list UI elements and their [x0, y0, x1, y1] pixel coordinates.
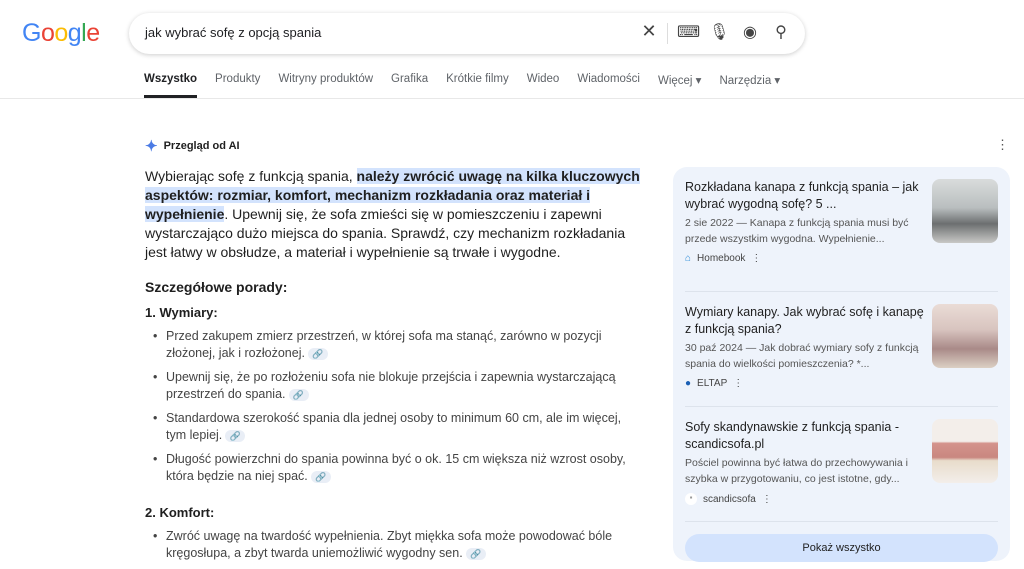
tab-news[interactable]: Wiadomości — [577, 73, 640, 85]
source-card[interactable] — [685, 177, 998, 292]
link-icon[interactable]: 🔗 — [289, 389, 309, 401]
source-site: ELTAP — [697, 378, 728, 389]
tab-all[interactable]: Wszystko — [144, 73, 197, 98]
source-title[interactable]: Rozkładana kanapa z funkcją spania – jak wybrać wygodną sofę? 5 ... — [685, 180, 919, 211]
search-tabs — [144, 73, 798, 98]
search-icon[interactable]: ⚲ — [775, 24, 787, 41]
source-snippet: 2 sie 2022 — Kanapa z funkcją spania musi być przede wszystkim wygodna. Wypełnienie... — [685, 217, 909, 245]
source-thumbnail[interactable] — [932, 179, 998, 243]
more-icon[interactable]: ⋮ — [751, 253, 762, 264]
search-input[interactable]: jak wybrać sofę z opcją spania — [145, 25, 322, 40]
source-card[interactable] — [685, 292, 998, 407]
section-comfort: 2. Komfort: — [145, 505, 215, 520]
tab-videos[interactable]: Wideo — [526, 73, 560, 85]
homebook-icon: ⌂ — [685, 253, 692, 264]
section-dimensions: 1. Wymiary: — [145, 305, 218, 320]
list-item: • Upewnij się, że po rozłożeniu sofa nie blokuje przejścia i zapewnia wystarczającą przestrzeń do spania. 🔗 — [153, 369, 640, 403]
summary-highlight: należy zwrócić uwagę na kilka kluczowych aspektów: rozmiar, komfort, mechanizm rozkładania oraz materiał i wypełnienie — [145, 168, 640, 222]
google-logo[interactable]: Google — [22, 19, 100, 47]
keyboard-icon[interactable]: ⌨ — [677, 24, 701, 41]
scandicsofa-icon: ▪ — [685, 493, 697, 505]
tab-more[interactable]: Więcej ▾ — [657, 75, 702, 87]
more-options-icon[interactable]: ⋮ — [996, 137, 1009, 152]
divider — [667, 23, 668, 44]
tab-products[interactable]: Produkty — [215, 73, 261, 85]
link-icon[interactable]: 🔗 — [225, 430, 245, 442]
source-title[interactable]: Sofy skandynawskie z funkcją spania - scandicsofa.pl — [685, 420, 899, 451]
lens-icon[interactable]: ◉ — [743, 24, 757, 41]
gemini-sparkle-icon: ✦ — [145, 138, 158, 155]
link-icon[interactable]: 🔗 — [311, 471, 331, 483]
tab-product-sites[interactable]: Witryny produktów — [278, 73, 374, 85]
source-card[interactable] — [685, 407, 998, 522]
source-title[interactable]: Wymiary kanapy. Jak wybrać sofę i kanapę z funkcją spania? — [685, 305, 924, 336]
ai-overview-content — [145, 167, 640, 569]
list-item: • Standardowa szerokość spania dla jednej osoby to minimum 60 cm, ale im więcej, tym lepiej. 🔗 — [153, 410, 640, 444]
source-site: scandicsofa — [703, 493, 756, 505]
list-item: • Zwróć uwagę na twardość wypełnienia. Zbyt miękka sofa może powodować bóle kręgosłupa, a zbyt twarda uniemożliwić wygodny sen. 🔗 — [153, 528, 640, 562]
list-item: • Długość powierzchni do spania powinna być o ok. 15 cm większa niż wzrost osoby, która będzie na niej spać. 🔗 — [153, 451, 640, 485]
show-all-button[interactable]: Pokaż wszystko — [685, 534, 998, 562]
clear-icon[interactable]: ✕ — [641, 21, 657, 41]
tab-images[interactable]: Grafika — [391, 73, 429, 85]
source-site: Homebook — [697, 253, 746, 264]
globe-icon: ● — [685, 378, 692, 389]
more-icon[interactable]: ⋮ — [733, 378, 744, 389]
source-snippet: Pościel powinna być łatwa do przechowywania i szybka w przygotowaniu, co jest istotne, gdy... — [685, 457, 908, 485]
source-snippet: 30 paź 2024 — Jak dobrać wymiary sofy z funkcją spania do wielkości pomieszczenia? *... — [685, 342, 919, 370]
summary-text-rest: . Upewnij się, że sofa zmieści się w pomieszczeniu i zapewni wystarczająco dużo miejsca do spania. Sprawdź, czy mechanizm rozkładania jest łatwy w obsłudze, a materiał i wypełnienie są trwałe i wygodne. — [145, 206, 626, 260]
link-icon[interactable]: 🔗 — [308, 348, 328, 360]
source-thumbnail[interactable] — [932, 419, 998, 483]
header-divider — [0, 98, 1024, 99]
summary-text: Wybierając sofę z funkcją spania, — [145, 168, 357, 184]
ai-overview-title: Przegląd od AI — [163, 140, 240, 152]
search-box[interactable] — [129, 13, 805, 54]
sources-panel — [673, 167, 1010, 561]
tab-short-videos[interactable]: Krótkie filmy — [446, 73, 509, 85]
tab-tools[interactable]: Narzędzia ▾ — [719, 75, 781, 87]
summary-paragraph — [145, 167, 640, 262]
link-icon[interactable]: 🔗 — [466, 548, 486, 560]
source-thumbnail[interactable] — [932, 304, 998, 368]
ai-overview-header — [145, 137, 240, 155]
list-item: • Przed zakupem zmierz przestrzeń, w której sofa ma stanąć, zarówno w pozycji złożonej, jak i rozłożonej. 🔗 — [153, 328, 640, 362]
microphone-icon[interactable]: 🎙 — [709, 24, 730, 41]
details-heading: Szczegółowe porady: — [145, 279, 288, 295]
more-icon[interactable]: ⋮ — [761, 493, 772, 505]
